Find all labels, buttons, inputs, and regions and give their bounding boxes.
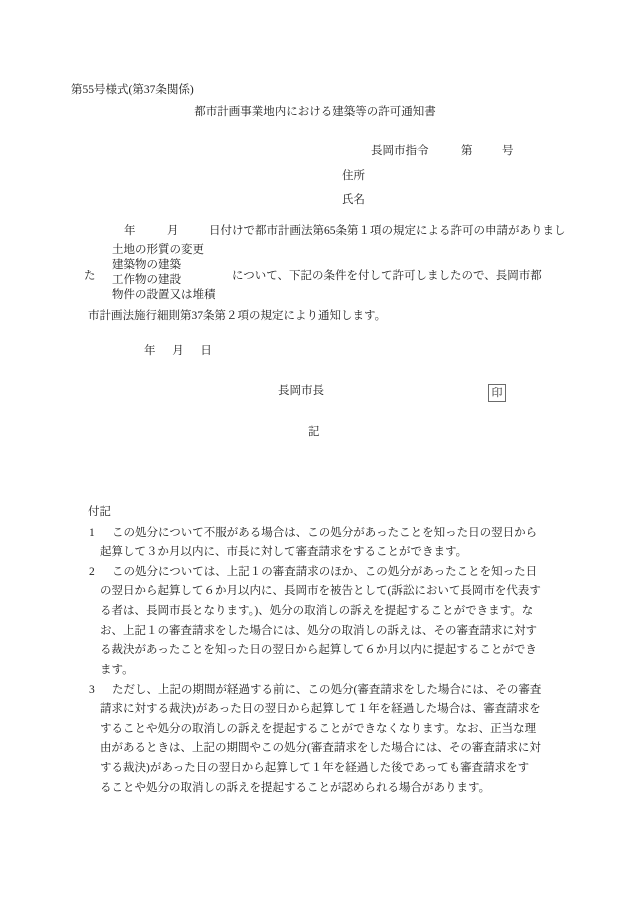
directive-go: 号 <box>502 145 514 157</box>
appendix-item-2-line: の翌日から起算して６か月以内に、長岡市を被告として(訴訟において長岡市を代表す <box>100 585 541 597</box>
appendix-item-3-number: 3 <box>89 684 95 696</box>
form-number: 第55号様式(第37条関係) <box>71 84 194 96</box>
ki-heading: 記 <box>308 426 320 438</box>
act-item-building: 建築物の建築 <box>112 259 181 271</box>
appendix-heading: 付記 <box>88 506 111 518</box>
opening-line1: 日付けで都市計画法第65条第１項の規定による許可の申請がありまし <box>209 225 566 237</box>
act-item-land: 土地の形質の変更 <box>112 244 204 256</box>
appendix-item-1-number: 1 <box>89 527 95 539</box>
recipient-name-label: 氏名 <box>342 194 365 206</box>
appendix-item-2-line: ます。 <box>100 664 134 676</box>
appendix-item-3-line: ただし、上記の期間が経過する前に、この処分(審査請求をした場合には、その審査 <box>112 684 542 696</box>
appendix-item-2-line: る裁決があったことを知った日の翌日から起算して６か月以内に提起することができ <box>100 644 537 656</box>
opening-line2: について、下記の条件を付して許可しましたので、長岡市都 <box>232 270 542 282</box>
appendix-item-1-line: この処分について不服がある場合は、この処分があったことを知った日の翌日から <box>112 527 538 539</box>
act-item-structure: 工作物の建設 <box>112 274 181 286</box>
appendix-item-3-line: することや処分の取消しの訴えを提起することができなくなります。なお、正当な理 <box>100 723 537 735</box>
mayor-title: 長岡市長 <box>278 385 324 397</box>
appendix-item-2-line: お、上記１の審査請求をした場合には、処分の取消しの訴えは、その審査請求に対す <box>100 625 537 637</box>
act-item-objects: 物件の設置又は堆積 <box>112 289 216 301</box>
appendix-item-3-line: 請求に対する裁決)があった日の翌日から起算して１年を経過した場合は、審査請求を <box>100 703 541 715</box>
opening-wrap-char: た <box>84 270 96 282</box>
opening-line3: 市計画法施行細則第37条第２項の規定により通知します。 <box>88 310 387 322</box>
opening-date-year: 年 <box>124 225 136 237</box>
recipient-address-label: 住所 <box>342 170 365 182</box>
appendix-item-2-number: 2 <box>89 566 95 578</box>
appendix-item-1-line: 起算して３か月以内に、市長に対して審査請求をすることができます。 <box>100 546 468 558</box>
appendix-item-3-line: ることや処分の取消しの訴えを提起することが認められる場合があります。 <box>100 782 491 794</box>
appendix-item-2-line: この処分については、上記１の審査請求のほか、この処分があったことを知った日 <box>112 566 538 578</box>
appendix-item-2-line: る者は、長岡市長となります。)、処分の取消しの訴えを提起することができます。な <box>100 605 534 617</box>
issue-date-line: 年 月 日 <box>144 345 215 357</box>
seal-stamp: 印 <box>488 384 506 402</box>
document-title: 都市計画事業地内における建築等の許可通知書 <box>194 106 436 118</box>
appendix-item-3-line: 由があるときは、上記の期間やこの処分(審査請求をした場合には、その審査請求に対 <box>100 742 541 754</box>
directive-dai: 第 <box>461 145 473 157</box>
appendix-item-3-line: する裁決)があった日の翌日から起算して１年を経過した後であっても審査請求をす <box>100 762 530 774</box>
directive-issuer: 長岡市指令 <box>371 145 429 157</box>
opening-date-month: 月 <box>167 225 179 237</box>
